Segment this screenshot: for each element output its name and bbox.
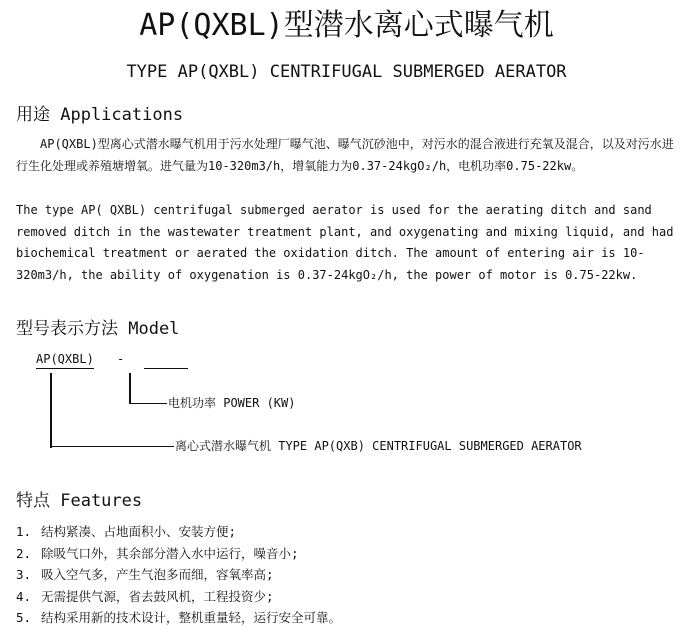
model-power-blank	[144, 368, 188, 369]
model-separator: -	[117, 352, 125, 366]
list-item: 4. 无需提供气源，省去鼓风机，工程投资少;	[16, 588, 274, 604]
type-bracket-horizontal	[50, 446, 174, 447]
applications-heading: 用途 Applications	[16, 105, 184, 125]
model-type-label: 离心式潜水曝气机 TYPE AP(QXB) CENTRIFUGAL SUBMERGED AERATOR	[175, 439, 582, 453]
page-title: AP(QXBL)型潜水离心式曝气机	[139, 8, 554, 43]
features-heading: 特点 Features	[16, 491, 143, 511]
model-power-label: 电机功率 POWER (KW)	[168, 396, 296, 410]
list-item: 3. 吸入空气多，产生气泡多而细，容氧率高;	[16, 567, 274, 583]
power-bracket-vertical	[129, 373, 131, 404]
power-bracket-horizontal	[129, 403, 167, 404]
applications-text-en: The type AP( QXBL) centrifugal submerged aerator is used for the aerating ditch and sand removed ditch in the wastewater treatment plant, and oxygenating and mixing liquid, and had biochemical treatment or aerated the oxidation ditch. The amount of entering air is 10-320m3/h, the ability of oxygenation is 0.37-24kgO₂/h, the power of motor is 0.75-22kw.	[16, 203, 674, 282]
list-item: 5. 结构采用新的技术设计，整机重量轻，运行安全可靠。	[16, 610, 342, 626]
features-list	[16, 521, 341, 629]
model-code: AP(QXBL)	[36, 350, 94, 369]
list-item: 2. 除吸气口外，其余部分潜入水中运行，噪音小;	[16, 545, 299, 561]
page-subtitle: TYPE AP(QXBL) CENTRIFUGAL SUBMERGED AERATOR	[126, 62, 567, 82]
list-item: 1. 结构紧凑、占地面积小、安装方便;	[16, 524, 237, 539]
applications-text-cn: AP(QXBL)型离心式潜水曝气机用于污水处理厂曝气池、曝气沉砂池中，对污水的混合液进行充氧及混合，以及对污水进行生化处理或养殖塘增氧。进气量为10-320m3/h，增氧能力为0.37-24kgO₂/h，电机功率0.75-22kw。	[16, 137, 674, 173]
model-heading: 型号表示方法 Model	[16, 319, 180, 339]
type-bracket-vertical	[50, 373, 52, 448]
